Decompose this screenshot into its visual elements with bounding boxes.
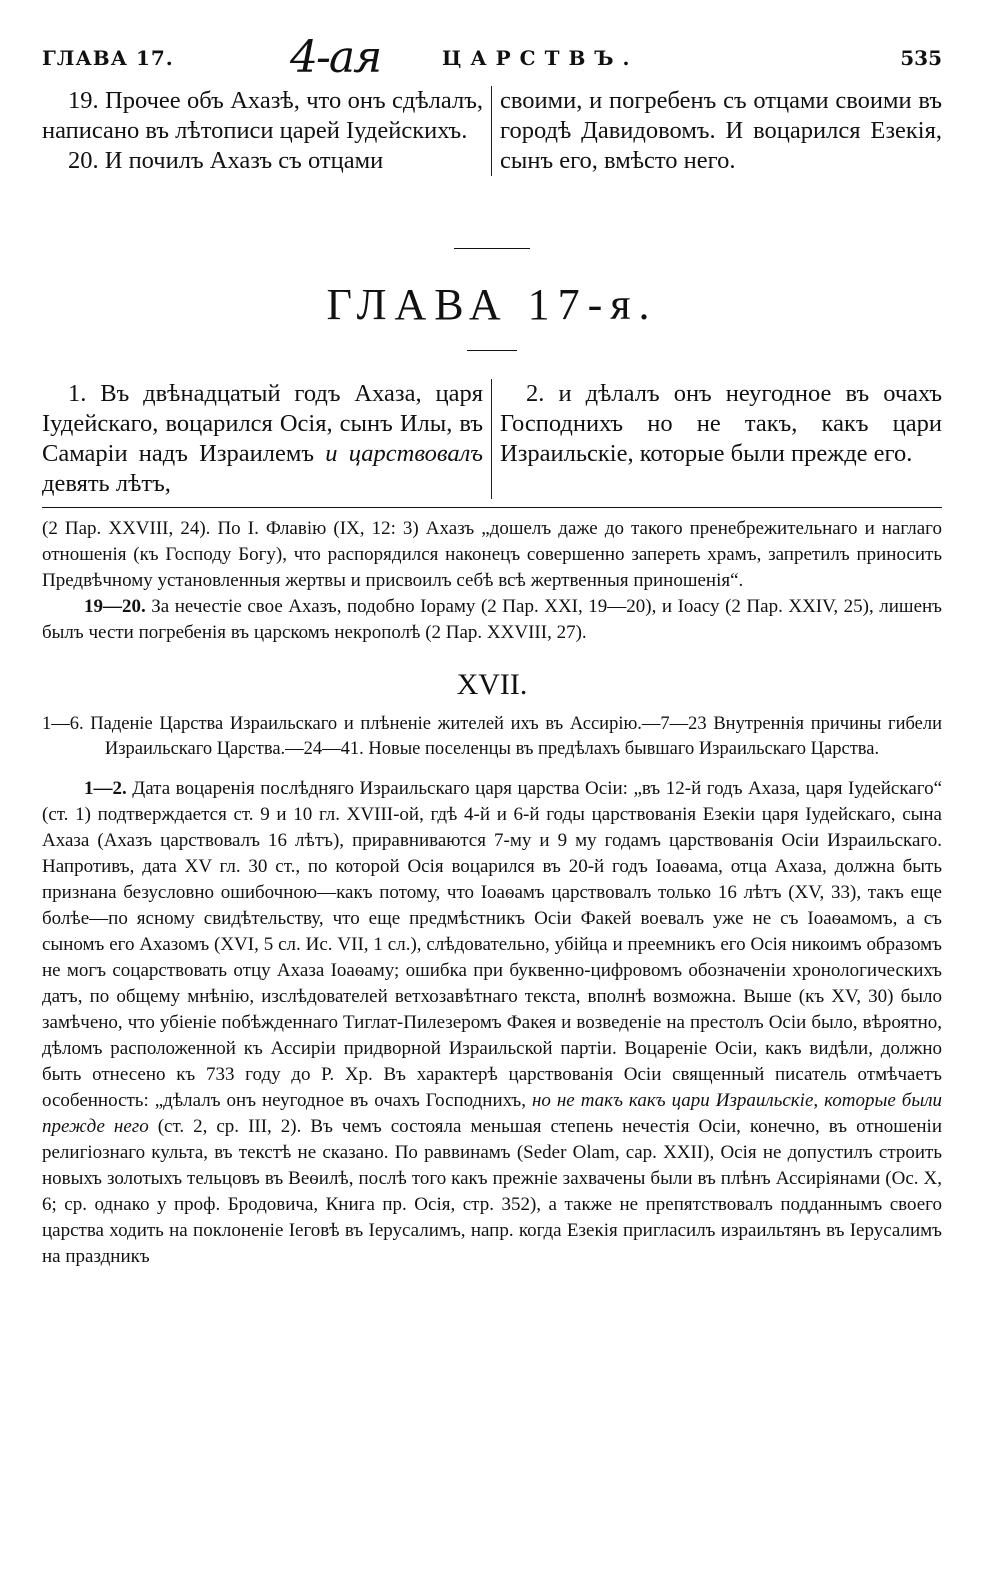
commentary-previous	[42, 516, 942, 646]
book-header: ЦАРСТВЪ.	[442, 46, 639, 70]
verse-1: 1. Въ двѣнадцатый годъ Ахаза, царя Іудейскаго, воцарился Осія, сынъ Илы, въ Самаріи надъ Израилемъ и царствовалъ девять лѣтъ,	[42, 380, 484, 497]
handwritten-note: 4-ая	[290, 32, 381, 83]
running-head	[42, 32, 942, 83]
commentary-paragraph: 1—2. Дата воцаренія послѣдняго Израильскаго царя царства Осіи: „въ 12-й годъ Ахаза, царя Іудейскаго“ (ст. 1) подтверждается ст. 9 и 10 гл. XVIII-ой, гдѣ 4-й и 6-й годы царствованія Езекіи царя Іудейскаго, сына Ахаза (Ахазъ царствовалъ 16 лѣтъ), приравниваются 7-му и 9 му годамъ царствованія Осіи Израильскаго. Напротивъ, дата XV гл. 30 ст., по которой Осія воцарился въ 20-й годъ Іоаѳама, отца Ахаза, должна быть признана безусловно ошибочною—какъ потому, что Іоаѳамъ царствовалъ только 16 лѣтъ (XV, 33), такъ еще болѣе—по ясному свидѣтельству, что еще предмѣстникъ Осіи Факей воевалъ уже не съ Іоаѳамомъ, а съ сыномъ его Ахазомъ (XVI, 5 сл. Ис. VII, 1 сл.), слѣдовательно, убійца и преемникъ его Осія никоимъ образомъ не могъ соцарствовать отцу Ахаза Іоаѳаму; ошибка при буквенно-цифровомъ обозначеніи хронологическихъ датъ, по общему мнѣнію, изслѣдователей ветхозавѣтнаго текста, вполнѣ возможна. Выше (къ XV, 30) было замѣчено, что убіеніе побѣжденнаго Тиглат-Пилезеромъ Факея и возведеніе на престолъ Осіи было, вѣроятно, дѣломъ расположенной къ Ассиріи придворной Израильской партіи. Воцареніе Осіи, какъ видѣли, должно быть отнесено къ 733 году до Р. Хр. Въ характерѣ царствованія Осіи священный писатель отмѣчаетъ особенность: „дѣлалъ онъ неугодное въ очахъ Господнихъ, но не такъ какъ цари Израильскіе, которые были прежде него (ст. 2, ср. III, 2). Въ чемъ состояла меньшая степень нечестія Осіи, конечно, въ отношеніи религіознаго культа, въ текстѣ не сказано. По раввинамъ (Seder Olam, cap. XXII), Осія не допустилъ строить новыхъ золотыхъ тельцовъ въ Веѳилѣ, послѣ того какъ прежніе захвачены были въ плѣнъ Ассиріянами (Ос. X, 6; ср. однако у проф. Бродовича, Книга пр. Осія, стр. 352), а также не препятствовалъ подданнымъ своего царства ходить на поклоненіе Іеговѣ въ Іерусалимъ, напр. когда Езекія пригласилъ израильтянъ въ Іерусалимъ на праздникъ	[42, 778, 943, 1267]
page-number: 535	[900, 46, 942, 70]
verse-20-continued: своими, и погребенъ съ отцами своими въ городѣ Давидовомъ. И воцарился Езекія, сынъ его, вмѣсто него.	[500, 87, 942, 174]
commentary-main	[42, 776, 942, 1270]
column-footer-rule	[42, 507, 942, 508]
left-column	[42, 86, 492, 176]
chapter-title: ГЛАВА 17-я.	[326, 280, 658, 329]
chapter-header: ГЛАВА 17.	[42, 46, 174, 70]
right-column	[492, 379, 942, 499]
page	[42, 32, 943, 1270]
section-summary: 1—6. Паденіе Царства Израильскаго и плѣненіе жителей ихъ въ Ассирію.—7—23 Внутреннія причины гибели Израильскаго Царства.—24—41. Новые поселенцы въ предѣлахъ бывшаго Израильскаго Царства.	[42, 714, 942, 759]
right-column	[492, 86, 942, 176]
verse-20: 20. И почилъ Ахазъ съ отцами	[68, 147, 384, 174]
section-number: XVII.	[456, 668, 528, 701]
divider-rule	[467, 350, 517, 351]
divider-rule	[454, 248, 530, 249]
left-column	[42, 379, 492, 499]
commentary-paragraph: (2 Пар. XXVIII, 24). По І. Флавію (IX, 12: 3) Ахазъ „дошелъ даже до такого пренебрежительнаго и наглаго отношенія (къ Господу Богу), что распорядился наконецъ совершенно запереть храмъ, запретилъ приносить Предвѣчному установленныя жертвы и присвоилъ себѣ всѣ жертвенныя приношенія“.	[42, 518, 942, 591]
commentary-paragraph: 19—20. За нечестіе свое Ахазъ, подобно Іораму (2 Пар. XXI, 19—20), и Іоасу (2 Пар. XXIV, 25), лишенъ былъ чести погребенія въ царскомъ некрополѣ (2 Пар. XXVIII, 27).	[42, 596, 942, 643]
chapter-17-text	[42, 379, 942, 499]
verse-19: 19. Прочее объ Ахазѣ, что онъ сдѣлалъ, написано въ лѣтописи царей Іудейскихъ.	[42, 87, 483, 144]
verse-2: 2. и дѣлалъ онъ неугодное въ очахъ Господнихъ но не такъ, какъ цари Израильскіе, которые были прежде его.	[500, 380, 942, 467]
previous-chapter-text	[42, 86, 942, 176]
